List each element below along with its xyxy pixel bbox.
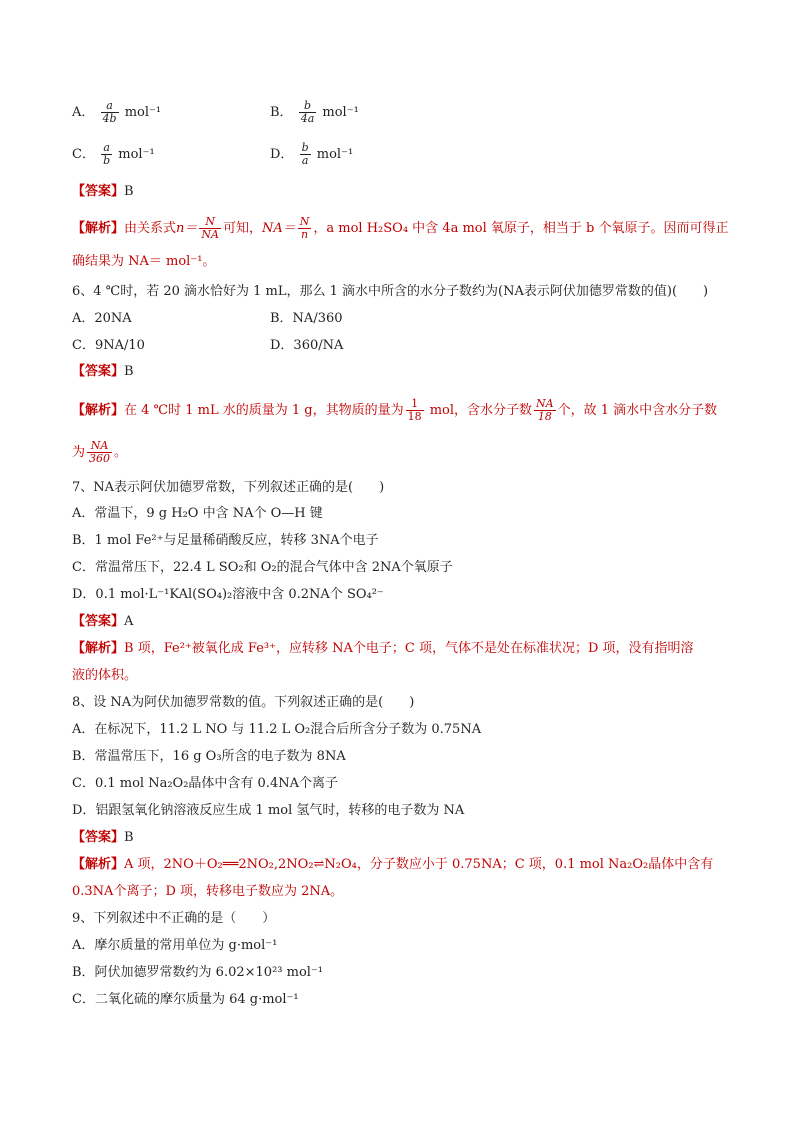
denominator: 4b	[102, 112, 117, 125]
denominator: b	[103, 154, 111, 167]
q8-analysis-line-1	[72, 855, 713, 875]
unit: mol⁻¹	[316, 147, 354, 162]
q7-option-b: B．1 mol Fe²⁺与足量稀硝酸反应，转移 3NA个电子	[72, 533, 379, 548]
fraction	[300, 142, 311, 167]
analysis-text: 可知，	[222, 221, 262, 236]
analysis-tag: 【解析】	[72, 221, 125, 236]
q8-stem: 8、设 NA为阿伏加德罗常数的值。下列叙述正确的是( )	[72, 695, 415, 710]
q8-option-a: A．在标况下，11.2 L NO 与 11.2 L O₂混合后所含分子数为 0.75NA	[72, 722, 482, 737]
fraction	[298, 216, 312, 241]
denominator: 18	[537, 410, 552, 423]
option-letter: D．	[270, 147, 294, 162]
q5-option-c	[72, 142, 155, 167]
q8-option-c: C．0.1 mol Na₂O₂晶体中含有 0.4NA个离子	[72, 776, 338, 791]
fraction	[199, 216, 221, 241]
analysis-text: NA＝	[262, 221, 296, 236]
q5-analysis-line-1	[72, 216, 729, 241]
q9-stem: 9、下列叙述中不正确的是（ ）	[72, 911, 276, 926]
answer-value: B	[124, 830, 134, 845]
fraction	[101, 100, 119, 125]
analysis-text: 个，故 1 滴水中含水分子数	[557, 403, 718, 418]
analysis-text: 由关系式	[124, 221, 177, 236]
numerator: b	[299, 100, 317, 113]
q6-answer	[72, 362, 134, 382]
denominator: 18	[407, 410, 422, 423]
fraction	[534, 398, 556, 423]
answer-tag: 【答案】	[72, 614, 125, 629]
analysis-tag: 【解析】	[72, 857, 125, 872]
q5-option-b	[270, 100, 359, 125]
q7-answer	[72, 612, 133, 632]
q5-analysis-line-2: 确结果为 NA＝ mol⁻¹。	[72, 254, 216, 269]
denominator: 360	[89, 452, 111, 465]
answer-tag: 【答案】	[72, 830, 125, 845]
q7-stem: 7、NA表示阿伏加德罗常数，下列叙述正确的是( )	[72, 480, 385, 495]
denominator: 4a	[300, 112, 315, 125]
analysis-text: A 项，2NO＋O₂══2NO₂,2NO₂⇌N₂O₄，分子数应小于 0.75NA；C 项，0.1 mol Na₂O₂晶体中含有	[124, 857, 714, 872]
numerator: NA	[87, 440, 112, 453]
q8-option-d: D．铝跟氢氧化钠溶液反应生成 1 mol 氢气时，转移的电子数为 NA	[72, 803, 465, 818]
fraction	[299, 100, 317, 125]
analysis-text: mol，含水分子数	[425, 403, 533, 418]
q8-answer	[72, 828, 134, 848]
analysis-text: B 项，Fe²⁺被氧化成 Fe³⁺，应转移 NA个电子；C 项，气体不是处在标准状况；D 项，没有指明溶	[124, 641, 694, 656]
option-letter: C．	[72, 147, 95, 162]
q6-stem: 6、4 ℃时，若 20 滴水恰好为 1 mL，那么 1 滴水中所含的水分子数约为(NA表示阿伏加德罗常数的值)( )	[72, 284, 709, 299]
numerator: NA	[536, 397, 554, 410]
denominator: n	[301, 228, 309, 241]
option-letter: A．	[72, 105, 95, 120]
numerator: N	[199, 216, 221, 229]
answer-value: B	[124, 364, 134, 379]
fraction	[406, 398, 424, 423]
fraction	[101, 142, 112, 167]
q8-option-b: B．常温常压下，16 g O₃所含的电子数为 8NA	[72, 749, 346, 764]
answer-value: A	[124, 614, 134, 629]
analysis-text: n＝	[176, 221, 198, 236]
analysis-tag: 【解析】	[72, 403, 125, 418]
denominator: a	[301, 154, 309, 167]
analysis-text: 为	[72, 445, 86, 460]
q8-analysis-line-2: 0.3NA个离子；D 项，转移电子数应为 2NA。	[72, 884, 344, 899]
q6-option-a: A．20NA	[72, 311, 132, 326]
q7-analysis-line-2: 液的体积。	[72, 668, 138, 683]
q7-option-a: A．常温下，9 g H₂O 中含 NA个 O—H 键	[72, 506, 323, 521]
unit: mol⁻¹	[124, 105, 162, 120]
numerator: N	[299, 215, 310, 228]
q6-analysis-line-1	[72, 398, 717, 423]
answer-value: B	[124, 184, 134, 199]
q6-option-b: B．NA/360	[270, 311, 343, 326]
q6-option-c: C．9NA/10	[72, 338, 145, 353]
option-letter: B．	[270, 105, 293, 120]
q7-option-d: D．0.1 mol·L⁻¹KAl(SO₄)₂溶液中含 0.2NA个 SO₄²⁻	[72, 587, 384, 602]
q5-option-a	[72, 100, 161, 125]
fraction	[87, 440, 112, 465]
analysis-text: 在 4 ℃时 1 mL 水的质量为 1 g，其物质的量为	[124, 403, 404, 418]
q6-option-d: D．360/NA	[270, 338, 344, 353]
denominator: NA	[201, 228, 219, 241]
numerator: a	[101, 100, 119, 113]
q5-answer	[72, 182, 134, 202]
q9-option-b: B．阿伏加德罗常数约为 6.02×10²³ mol⁻¹	[72, 965, 324, 980]
numerator: 1	[406, 398, 424, 411]
q5-option-d	[270, 142, 353, 167]
analysis-text: ，a mol H₂SO₄ 中含 4a mol 氧原子，相当于 b 个氧原子。因而可得正	[313, 221, 729, 236]
numerator: a	[101, 142, 112, 155]
unit: mol⁻¹	[118, 147, 155, 162]
numerator: b	[301, 141, 309, 154]
q6-analysis-line-2	[72, 440, 127, 465]
answer-tag: 【答案】	[72, 184, 125, 199]
analysis-tag: 【解析】	[72, 641, 125, 656]
answer-tag: 【答案】	[72, 364, 125, 379]
q9-option-a: A．摩尔质量的常用单位为 g·mol⁻¹	[72, 938, 278, 953]
q9-option-c: C．二氧化硫的摩尔质量为 64 g·mol⁻¹	[72, 992, 299, 1007]
q7-option-c: C．常温常压下，22.4 L SO₂和 O₂的混合气体中含 2NA个氧原子	[72, 560, 453, 575]
analysis-text: 。	[114, 445, 128, 460]
q7-analysis-line-1	[72, 639, 694, 659]
unit: mol⁻¹	[322, 105, 359, 120]
